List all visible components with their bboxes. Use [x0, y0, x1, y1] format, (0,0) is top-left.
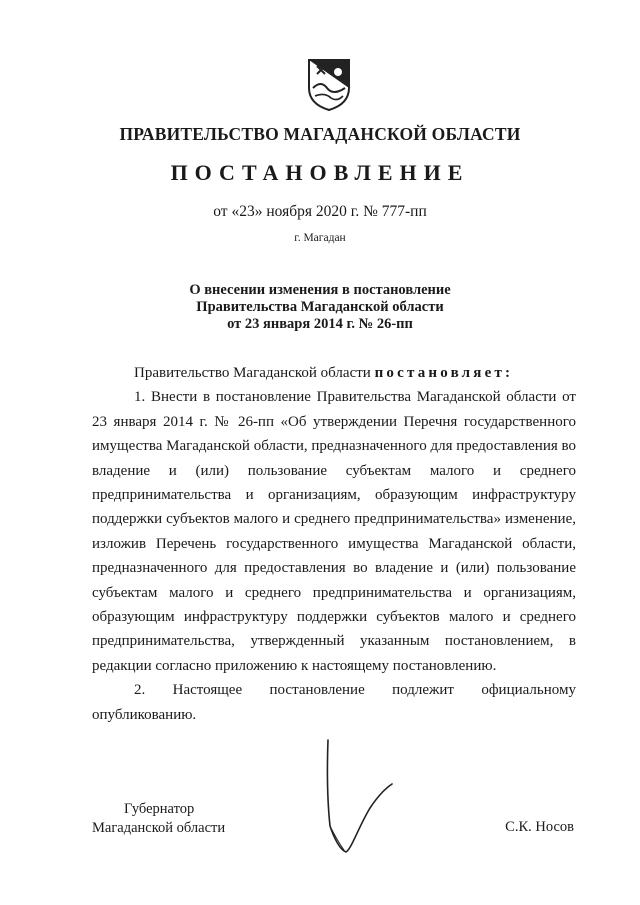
subject-line: О внесении изменения в постановление	[189, 282, 451, 298]
coat-of-arms-icon	[305, 58, 353, 112]
resolve-word: постановляет:	[374, 365, 514, 381]
document-body	[92, 361, 576, 727]
document-subject	[0, 282, 640, 333]
document-date-number: от «23» ноября 2020 г. № 777-пп	[213, 203, 427, 220]
intro-text: Правительство Магаданской области	[134, 365, 375, 381]
subject-line: Правительства Магаданской области	[196, 299, 444, 315]
document-city: г. Магадан	[294, 232, 346, 244]
signatory-region: Магаданской области	[92, 820, 226, 836]
handwritten-signature	[318, 738, 408, 858]
paragraph-1: 1. Внести в постановление Правительства Магаданской области от 23 января 2014 г. № 26-пп «Об утверждении Перечня государственного имущества Магаданской области, предназначенного для предоставления во владение и (или) пользование субъектам малого и среднего предпринимательства и организациям, образующим инфраструктуру поддержки субъектов малого и среднего предпринимательства» изменение, изложив Перечень государственного имущества Магаданской области, предназначенного для предоставления во владение и (или) пользование субъектам малого и среднего предпринимательства и организациям, образующим инфраструктуру поддержки субъектов малого и среднего предпринимательства, утвержденный указанным постановлением, в редакции согласно приложению к настоящему постановлению.	[92, 389, 576, 674]
paragraph-2: 2. Настоящее постановление подлежит официальному опубликованию.	[92, 682, 576, 723]
organization-title: ПРАВИТЕЛЬСТВО МАГАДАНСКОЙ ОБЛАСТИ	[119, 124, 521, 144]
subject-line: от 23 января 2014 г. № 26-пп	[227, 316, 413, 332]
document-type: ПОСТАНОВЛЕНИЕ	[170, 160, 470, 185]
intro-paragraph	[92, 361, 576, 385]
signatory-title	[92, 800, 225, 838]
signatory-name: С.К. Носов	[505, 819, 574, 835]
signatory-position: Губернатор	[124, 801, 195, 817]
